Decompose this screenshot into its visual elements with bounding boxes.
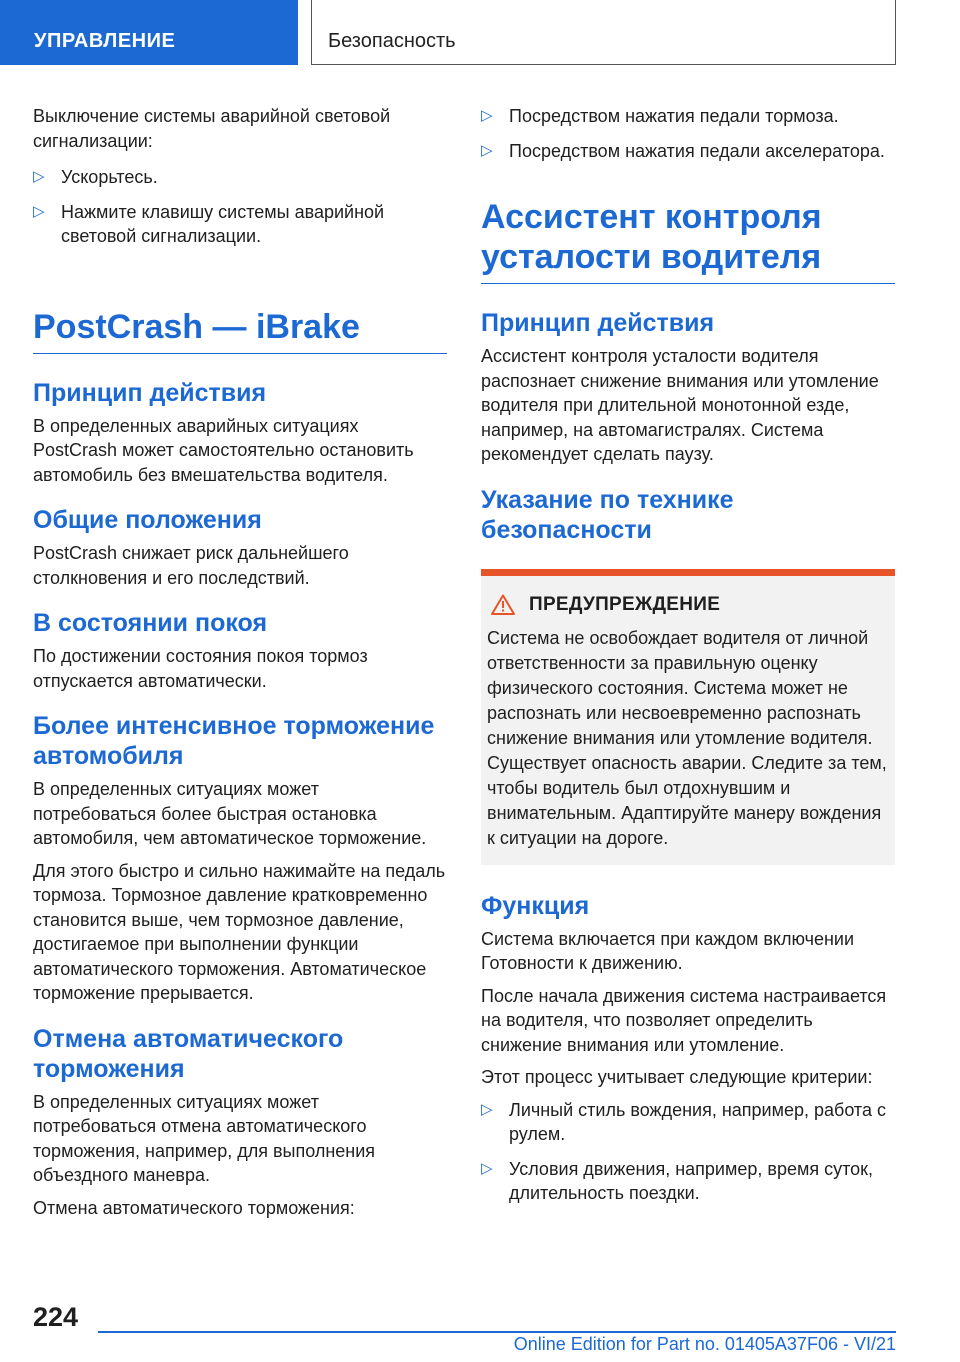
triangle-bullet-icon: ▷ (481, 141, 493, 159)
triangle-bullet-icon: ▷ (33, 168, 45, 185)
left-column (33, 104, 447, 1228)
heading-principle: Принцип действия (33, 378, 267, 407)
triangle-bullet-icon: ▷ (481, 1159, 493, 1177)
fatigue-principle-text: Ассистент контроля усталости водителя распознает снижение внимания или утомление водителя при длительной монотонной езде, например, на автомагистралях. Система рекомендует сделать паузу. (481, 346, 879, 464)
cancel-braking-text-2: Отмена автоматического торможения: (33, 1197, 355, 1218)
page-number: 224 (33, 1302, 79, 1332)
chapter-heading-fatigue: Ассистент контроля усталости водителя (481, 197, 895, 284)
stronger-braking-text-2: Для этого быстро и сильно нажимайте на педаль тормоза. Тормозное давление кратковременно становится выше, чем тормозное давление, достигаемое при выполнении функции автоматического торможения. Автоматическое торможение прерывается. (33, 860, 446, 1003)
principle-text: В определенных аварийных ситуациях PostCrash может самостоятельно остановить автомобиль без вмешательства водителя. (33, 415, 414, 485)
triangle-bullet-icon: ▷ (33, 202, 45, 220)
heading-safety-note: Указание по технике безопасности (481, 485, 734, 544)
stronger-braking-text-1: В определенных ситуациях может потребоваться более быстрая остановка автомобиля, чем автоматическое торможение. (33, 779, 427, 848)
function-text-3: Этот процесс учитывает следующие критерии: (481, 1067, 873, 1087)
list-item: ▷ Посредством нажатия педали тормоза. (481, 104, 895, 129)
standstill-text: По достижении состояния покоя тормоз отпускается автоматически. (33, 646, 368, 691)
footer-divider (98, 1331, 896, 1333)
heading-principle-right: Принцип действия (481, 309, 715, 337)
warning-title: ПРЕДУПРЕЖДЕНИЕ (487, 594, 889, 616)
heading-general: Общие положения (33, 506, 262, 534)
list-item: ▷ Ускорьтесь. (33, 165, 447, 190)
list-item: ▷ Личный стиль вождения, например, работа с рулем. (481, 1099, 886, 1144)
chapter-tab: УПРАВЛЕНИЕ (0, 0, 298, 65)
heading-function: Функция (481, 891, 590, 920)
chapter-heading-postcrash: PostCrash — iBrake (33, 307, 447, 354)
general-text: PostCrash снижает риск дальнейшего столкновения и его последствий. (33, 543, 349, 588)
intro-text: Выключение системы аварийной световой сигнализации: (33, 106, 391, 151)
warning-box (481, 569, 895, 865)
warning-text: Система не освобождает водителя от личной ответственности за правильную оценку физического состояния. Система может не распознать или несвоевременно распознать снижение внимания или утомление водителя. Существует опасность аварии. Следите за тем, чтобы водитель был отдохнувшим и внимательным. Адаптируйте манеру вождения к ситуации на дороге. (487, 627, 887, 848)
function-text-2: После начала движения система настраивается на водителя, что позволяет определить снижение внимания или утомление. (481, 985, 887, 1055)
heading-cancel-braking: Отмена автоматического торможения (33, 1024, 344, 1083)
warning-triangle-icon (491, 594, 515, 615)
heading-stronger-braking: Более интенсивное торможение автомобиля (33, 712, 435, 770)
function-text-1: Система включается при каждом включении Готовности к движению. (481, 928, 855, 973)
heading-standstill: В состоянии покоя (33, 609, 268, 637)
right-column (481, 104, 895, 1216)
list-item: ▷ Посредством нажатия педали акселератора. (481, 139, 895, 164)
edition-note: Online Edition for Part no. 01405A37F06 - VI/21 (513, 1334, 896, 1354)
triangle-bullet-icon: ▷ (481, 107, 493, 124)
list-item: ▷ Нажмите клавишу системы аварийной световой сигнализации. (33, 201, 385, 246)
triangle-bullet-icon: ▷ (481, 1100, 493, 1118)
cancel-braking-text-1: В определенных ситуациях может потребоваться отмена автоматического торможения, например, для выполнения объездного маневра. (33, 1091, 376, 1185)
section-title: Безопасность (311, 0, 896, 65)
list-item: ▷ Условия движения, например, время суток, длительность поездки. (481, 1158, 874, 1203)
